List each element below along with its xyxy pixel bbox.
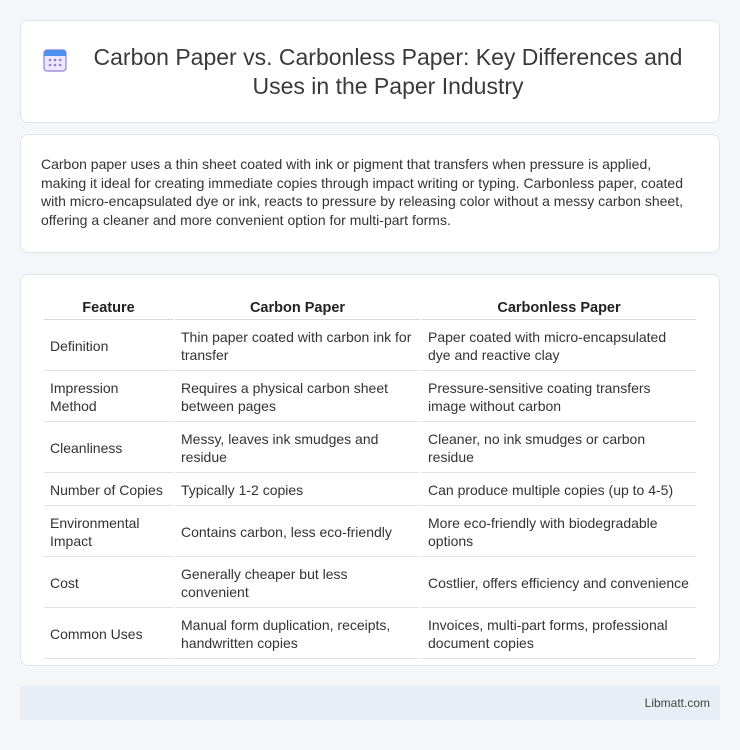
intro-paragraph: Carbon paper uses a thin sheet coated with ink or pigment that transfers when pressure is applied, making it ideal for creating immediate copies through impact writing or typing. Carbonless paper, coated with micro-encapsulated dye or ink, reacts to pressure by releasing color without a messy carbon sheet, offering a cleaner and more convenient option for multi-part forms.: [41, 156, 683, 228]
page-title: Carbon Paper vs. Carbonless Paper: Key Differences and Uses in the Paper Industry: [93, 43, 683, 99]
footer-site-link[interactable]: Libmatt.com: [644, 696, 710, 710]
intro-card: [20, 134, 720, 253]
column-header-carbon-paper: Carbon Paper: [175, 297, 420, 320]
carbonless-paper-cell: Cleaner, no ink smudges or carbon residue: [422, 424, 696, 473]
comparison-table: [42, 295, 698, 661]
table-header-row: [44, 297, 696, 320]
header: [42, 43, 698, 101]
comparison-table-card: [20, 274, 720, 666]
table-row: [44, 424, 696, 473]
calendar-icon: [42, 47, 68, 73]
feature-cell: Impression Method: [44, 373, 173, 422]
table-row: [44, 559, 696, 608]
carbon-paper-cell: Generally cheaper but less convenient: [175, 559, 420, 608]
table-row: [44, 475, 696, 506]
feature-cell: Environmental Impact: [44, 508, 173, 557]
carbonless-paper-cell: Can produce multiple copies (up to 4-5): [422, 475, 696, 506]
carbonless-paper-cell: Costlier, offers efficiency and convenience: [422, 559, 696, 608]
carbon-paper-cell: Typically 1-2 copies: [175, 475, 420, 506]
feature-cell: Number of Copies: [44, 475, 173, 506]
feature-cell: Common Uses: [44, 610, 173, 659]
feature-cell: Cost: [44, 559, 173, 608]
feature-cell: Definition: [44, 322, 173, 371]
carbonless-paper-cell: Pressure-sensitive coating transfers image without carbon: [422, 373, 696, 422]
carbon-paper-cell: Messy, leaves ink smudges and residue: [175, 424, 420, 473]
column-header-feature: Feature: [44, 297, 173, 320]
carbon-paper-cell: Thin paper coated with carbon ink for transfer: [175, 322, 420, 371]
footer: [20, 686, 720, 720]
table-row: [44, 373, 696, 422]
header-card: [20, 20, 720, 123]
carbonless-paper-cell: Paper coated with micro-encapsulated dye and reactive clay: [422, 322, 696, 371]
table-row: [44, 610, 696, 659]
table-row: [44, 322, 696, 371]
carbonless-paper-cell: Invoices, multi-part forms, professional document copies: [422, 610, 696, 659]
carbon-paper-cell: Manual form duplication, receipts, handwritten copies: [175, 610, 420, 659]
carbon-paper-cell: Contains carbon, less eco-friendly: [175, 508, 420, 557]
carbon-paper-cell: Requires a physical carbon sheet between pages: [175, 373, 420, 422]
feature-cell: Cleanliness: [44, 424, 173, 473]
carbonless-paper-cell: More eco-friendly with biodegradable options: [422, 508, 696, 557]
table-row: [44, 508, 696, 557]
column-header-carbonless-paper: Carbonless Paper: [422, 297, 696, 320]
